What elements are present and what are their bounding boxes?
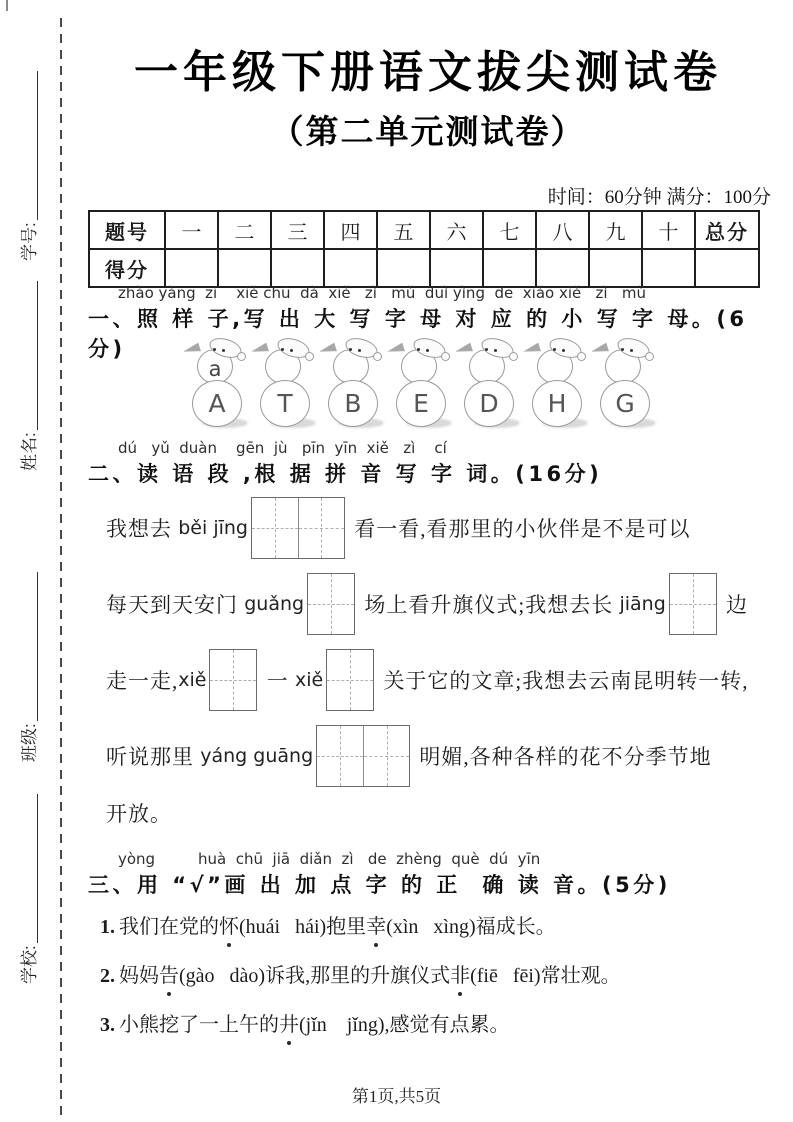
- uppercase-letter: B: [344, 389, 362, 418]
- uppercase-letter: G: [615, 389, 635, 418]
- hat-pom-icon: [237, 352, 246, 361]
- paragraph-text: 明媚,各种各样的花不分季节地: [413, 745, 712, 769]
- paragraph-text: 走一走,: [106, 669, 179, 693]
- writing-box-one-cell: [209, 649, 257, 711]
- paragraph-text: 场上看升旗仪式;我想去长: [358, 593, 620, 617]
- score-cell-empty: [642, 249, 695, 287]
- item-text: (jǐn jǐng),感觉有点累。: [299, 1014, 510, 1036]
- hat-pom-icon: [509, 352, 518, 361]
- snowman-eye: [349, 348, 352, 351]
- pinyin-hint: jiāng: [619, 593, 666, 615]
- carrot-nose-icon: [590, 343, 609, 357]
- paragraph-line: [106, 644, 770, 716]
- school-label: 学校:: [20, 945, 39, 984]
- paragraph-text: 关于它的文章;我想去云南昆明转一转,: [377, 669, 749, 693]
- writing-box-one-cell: [326, 649, 374, 711]
- section-two: [88, 439, 778, 488]
- snowman-eye: [426, 349, 429, 352]
- score-table-header-cell: 二: [218, 211, 271, 249]
- item-number: 2.: [100, 965, 115, 987]
- writing-box-two-cell: [316, 725, 410, 787]
- name-blank-line: [37, 281, 38, 430]
- class-blank-line: [37, 572, 38, 721]
- score-cell-empty: [483, 249, 536, 287]
- writing-box-one-cell: [669, 573, 717, 635]
- paragraph-text: 每天到天安门: [106, 593, 245, 617]
- hat-pom-icon: [441, 352, 450, 361]
- item-text: (gào dào)诉我,那里的升旗仪式: [179, 965, 451, 987]
- snowman-eye: [562, 349, 565, 352]
- paper-subtitle: （第二单元测试卷）: [270, 115, 586, 151]
- score-cell-empty: [430, 249, 483, 287]
- binding-dashed-line: [60, 18, 62, 1116]
- item-number: 3.: [100, 1014, 115, 1036]
- section-two-heading: 二、读 语 段 ,根 据 拼 音 写 字 词。(16分): [88, 462, 603, 486]
- score-cell-empty: [324, 249, 377, 287]
- writing-cell: [317, 726, 363, 786]
- snowman-body: [328, 380, 378, 427]
- carrot-nose-icon: [318, 343, 337, 357]
- score-table-header-cell: 八: [536, 211, 589, 249]
- pronunciation-items: [100, 912, 770, 1059]
- dotted-character: 告: [159, 961, 179, 991]
- pinyin-hint: yáng guāng: [200, 745, 314, 767]
- paragraph-text: 一: [260, 669, 295, 693]
- snowman-eye: [485, 348, 488, 351]
- score-table-header-cell: 九: [589, 211, 642, 249]
- uppercase-letter: H: [547, 389, 567, 418]
- snowman-body: [464, 380, 514, 427]
- score-table-header-cell: 十: [642, 211, 695, 249]
- dotted-character: 怀: [219, 912, 239, 942]
- uppercase-letter: T: [277, 389, 293, 418]
- writing-cell: [670, 574, 716, 634]
- snowman-body: [532, 380, 582, 427]
- paragraph-line: [106, 568, 770, 640]
- score-cell-empty: [218, 249, 271, 287]
- student-id-blank-line: [37, 71, 38, 220]
- hat-pom-icon: [645, 352, 654, 361]
- name-label: 姓名:: [20, 432, 39, 471]
- snowman-eye: [281, 348, 284, 351]
- uppercase-letter: D: [479, 389, 499, 418]
- snowman: [390, 336, 454, 432]
- snowman: [186, 336, 250, 432]
- answer-letter: a: [208, 356, 222, 381]
- writing-cell: [252, 498, 298, 558]
- writing-cell: [327, 650, 373, 710]
- snowman-eye: [621, 348, 624, 351]
- hat-pom-icon: [373, 352, 382, 361]
- pinyin-hint: xiě: [294, 669, 324, 691]
- pinyin-hint: běi jīng: [178, 517, 248, 539]
- snowman: [458, 336, 522, 432]
- class-label: 班级:: [20, 723, 39, 762]
- writing-cell: [210, 650, 256, 710]
- dotted-character: 井: [279, 1010, 299, 1040]
- uppercase-letter: A: [208, 389, 226, 418]
- snowman: [594, 336, 658, 432]
- carrot-nose-icon: [454, 343, 473, 357]
- score-table: [88, 210, 760, 288]
- score-cell-empty: [536, 249, 589, 287]
- pinyin-hint: guǎng: [244, 593, 305, 615]
- score-cell-empty: [589, 249, 642, 287]
- section-two-pinyin: dú yǔ duàn gēn jù pīn yīn xiě zì cí: [118, 439, 447, 457]
- score-table-header-cell: 一: [165, 211, 218, 249]
- paragraph-line: [106, 492, 770, 564]
- score-row-label: 得分: [89, 249, 165, 287]
- section-one-pinyin: zhào yàng zi xiě chū dà xiě zì mǔ duì yìng de xiǎo xiě zì mǔ: [118, 284, 647, 302]
- uppercase-letter: E: [413, 389, 429, 418]
- score-cell-empty: [695, 249, 759, 287]
- snowman-eye: [417, 348, 420, 351]
- snowmen-exercise: [186, 336, 658, 432]
- snowman-body: [260, 380, 310, 427]
- score-cell-empty: [377, 249, 430, 287]
- item-text: 小熊挖了一上午的: [119, 1014, 279, 1036]
- snowman: [322, 336, 386, 432]
- question-item-1: [100, 912, 770, 942]
- paper-title: 一年级下册语文拔尖测试卷: [134, 48, 722, 97]
- paragraph-text: 边: [719, 593, 749, 617]
- dotted-character: 幸: [366, 912, 386, 942]
- snowman: [254, 336, 318, 432]
- question-item-3: [100, 1010, 770, 1040]
- score-table-header-cell: 四: [324, 211, 377, 249]
- snowman-eye: [494, 349, 497, 352]
- item-text: (huái hái)抱里: [239, 916, 367, 938]
- sidebar-field-name: [15, 281, 41, 471]
- hat-pom-icon: [305, 352, 314, 361]
- item-text: 我们在党的: [119, 916, 219, 938]
- section-one-heading: 一、照 样 子,写 出 大 写 字 母 对 应 的 小 写 字 母。(6分): [88, 307, 748, 361]
- writing-cell: [363, 726, 409, 786]
- writing-cell: [298, 498, 344, 558]
- writing-cell: [308, 574, 354, 634]
- paragraph-text: 听说那里: [106, 745, 201, 769]
- student-id-label: 学号:: [20, 222, 39, 261]
- snowman: [526, 336, 590, 432]
- snowman-eye: [630, 349, 633, 352]
- paragraph-line: [106, 796, 770, 830]
- score-table-header-row: [89, 211, 759, 249]
- snowman-body: [192, 380, 242, 427]
- writing-box-one-cell: [307, 573, 355, 635]
- carrot-nose-icon: [386, 343, 405, 357]
- snowman-eye: [358, 349, 361, 352]
- score-cell-empty: [165, 249, 218, 287]
- score-table-header-cell: 六: [430, 211, 483, 249]
- score-table-header-cell: 七: [483, 211, 536, 249]
- page-number-footer: 第1页,共5页: [351, 1087, 442, 1106]
- exam-info: 时间：60分钟 满分：100分: [547, 187, 771, 208]
- item-text: 妈妈: [119, 965, 159, 987]
- score-table-header-cell: 五: [377, 211, 430, 249]
- snowman-body: [600, 380, 650, 427]
- dotted-character: 非: [450, 961, 470, 991]
- pinyin-hint: xiě: [178, 669, 207, 691]
- school-blank-line: [37, 794, 38, 943]
- score-table-header-cell: 题号: [89, 211, 165, 249]
- snowman-eye: [553, 348, 556, 351]
- item-text: (fiē fēi)常壮观。: [470, 965, 621, 987]
- sidebar-field-school: [15, 794, 41, 984]
- paragraph-line: [106, 720, 770, 792]
- item-number: 1.: [100, 916, 115, 938]
- snowman-eye: [222, 349, 225, 352]
- paragraph-text: 看一看,看那里的小伙伴是不是可以: [347, 517, 691, 541]
- writing-box-two-cell: [251, 497, 345, 559]
- score-table-header-cell: 总分: [695, 211, 759, 249]
- hat-pom-icon: [577, 352, 586, 361]
- score-table-header-cell: 三: [271, 211, 324, 249]
- carrot-nose-icon: [522, 343, 541, 357]
- sidebar-field-class: [15, 572, 41, 762]
- fill-in-paragraph: [106, 492, 770, 834]
- score-table-score-row: [89, 249, 759, 287]
- item-text: (xìn xìng)福成长。: [386, 916, 556, 938]
- sidebar-field-student-id: [15, 71, 41, 261]
- snowman-body: [396, 380, 446, 427]
- snowman-eye: [290, 349, 293, 352]
- section-three-heading: 三、用 “√”画 出 加 点 字 的 正 确 读 音。(5分): [88, 873, 671, 897]
- snowman-eye: [213, 348, 216, 351]
- paragraph-text: 开放。: [106, 802, 172, 826]
- scan-edge-mark: [6, 0, 8, 11]
- paragraph-text: 我想去: [106, 517, 179, 541]
- score-cell-empty: [271, 249, 324, 287]
- section-three: [88, 850, 778, 899]
- section-three-pinyin: yòng huà chū jiā diǎn zì de zhèng què dú yīn: [118, 850, 541, 868]
- carrot-nose-icon: [250, 343, 269, 357]
- question-item-2: [100, 961, 770, 991]
